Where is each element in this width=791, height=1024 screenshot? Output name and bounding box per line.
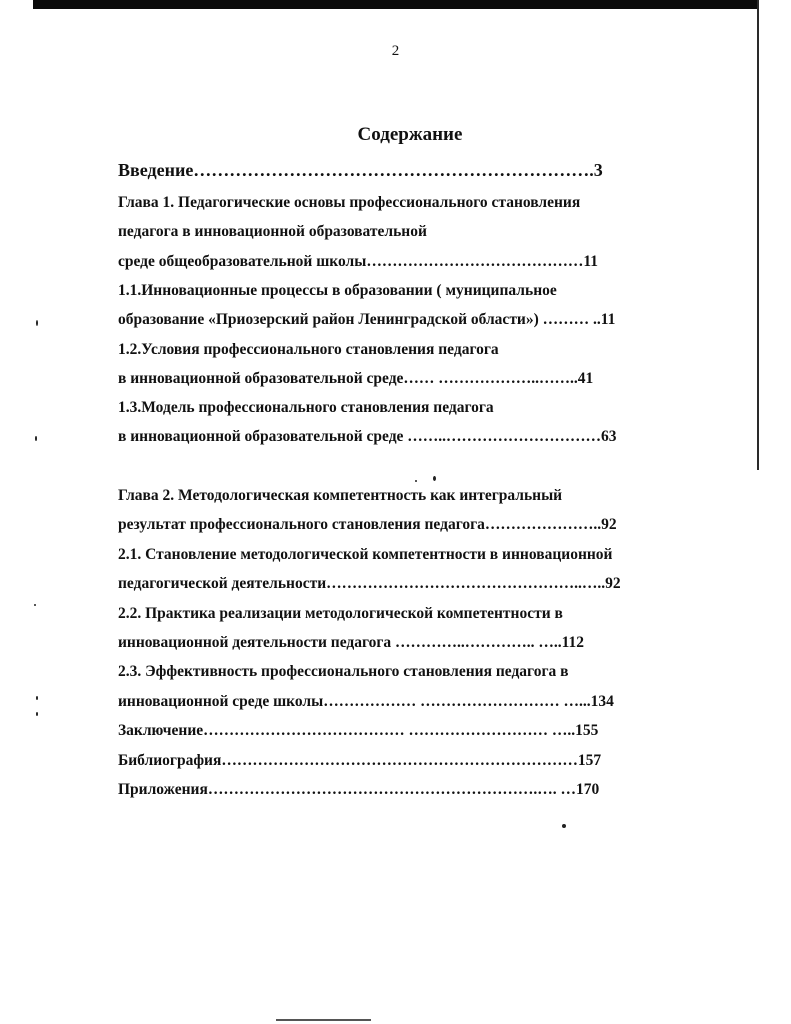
scan-speck [36,696,38,700]
toc-section13-line2: в инновационной образовательной среде ……..…………………………63 [118,428,617,445]
toc-chapter1-line2: педагога в инновационной образовательной [118,223,427,240]
scan-speck [36,712,38,716]
scan-speck [415,480,417,482]
toc-section23-line1: 2.3. Эффективность профессионального становления педагога в [118,663,569,680]
toc-title: Содержание [357,124,463,145]
toc-entry-conclusion: Заключение………………………………… ……………………… …..155 [118,722,599,739]
toc-section13-line1: 1.3.Модель профессионального становления педагога [118,399,494,416]
toc-entry-intro: Введение………………………………………………………….3 [118,160,603,180]
toc-entry-bibliography: Библиография……………………………………………………………157 [118,752,602,769]
page-number: 2 [391,43,400,59]
toc-section12-line2: в инновационной образовательной среде…… ………………..……..41 [118,370,594,387]
scan-speck [36,320,38,326]
toc-chapter1-line3: среде общеобразовательной школы……………………………………11 [118,253,599,270]
toc-chapter2-line1: Глава 2. Методологическая компетентность как интегральный [118,487,563,504]
scan-bottom-mark [276,1019,371,1021]
toc-section21-line1: 2.1. Становление методологической компетентности в инновационной [118,546,613,563]
toc-section22-line1: 2.2. Практика реализации методологической компетентности в [118,605,563,622]
toc-section11-line2: образование «Приозерский район Ленинградской области») ……… ..11 [118,311,616,328]
toc-section11-line1: 1.1.Инновационные процессы в образовании ( муниципальное [118,282,557,299]
scan-speck [562,824,566,828]
scan-speck [35,436,37,441]
scan-speck [433,476,436,481]
toc-entry-appendices: Приложения……………………………………………………….…. …170 [118,781,600,798]
toc-section23-line2: инновационной среде школы……………… ……………………… …...134 [118,693,614,710]
scan-right-edge [757,0,759,470]
toc-section22-line2: инновационной деятельности педагога …………..………….. …..112 [118,634,585,651]
scan-top-border [33,0,757,9]
toc-chapter1-line1: Глава 1. Педагогические основы профессионального становления [118,194,581,211]
toc-chapter2-line2: результат профессионального становления педагога…………………..92 [118,516,617,533]
scan-speck [34,604,36,606]
toc-section12-line1: 1.2.Условия профессионального становления педагога [118,341,499,358]
toc-section21-line2: педагогической деятельности…………………………………………..…..92 [118,575,621,592]
